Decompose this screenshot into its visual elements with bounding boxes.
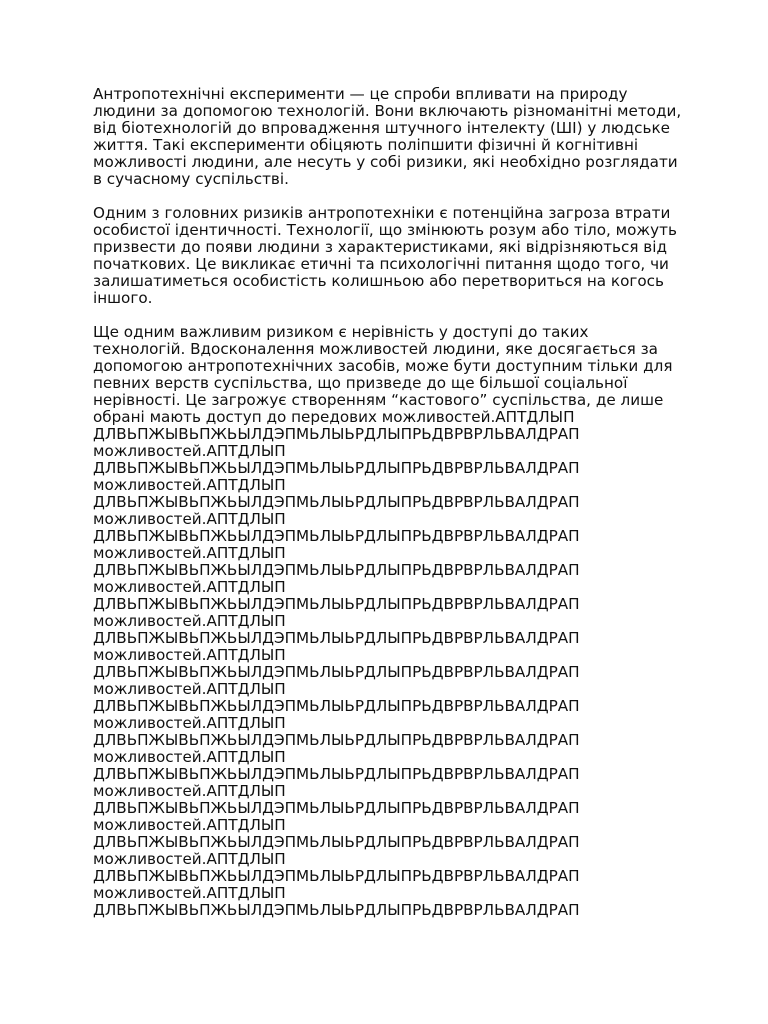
repeated-line: можливостей.АПТДЛЫП <box>93 850 286 868</box>
repeated-line: можливостей.АПТДЛЫП <box>93 612 286 630</box>
repeated-line: можливостей.АПТДЛЫП <box>93 646 286 664</box>
paragraph-intro: Антропотехнічні експерименти — це спроби впливати на природу людини за допомогою технологій. Вони включають різноманітні методи, від біотехнологій до впровадження штучного інтелекту (ШІ) у людське життя. Такі експерименти обіцяють поліпшити фізичні й когнітивні можливості людини, але несуть у собі ризики, які необхідно розглядати в сучасному суспільстві. <box>93 85 682 188</box>
repeated-line: ДЛВЬПЖЫВЬПЖЬЫЛДЭПМЬЛЫЬРДЛЫПРЬДВРВРЛЬВАЛДРАП <box>93 493 580 511</box>
repeated-line: можливостей.АПТДЛЫП <box>93 442 286 460</box>
repeated-line: можливостей.АПТДЛЫП <box>93 816 286 834</box>
repeated-line: ДЛВЬПЖЫВЬПЖЬЫЛДЭПМЬЛЫЬРДЛЫПРЬДВРВРЛЬВАЛДРАП <box>93 697 580 715</box>
repeated-line: можливостей.АПТДЛЫП <box>93 884 286 902</box>
repeated-line: ДЛВЬПЖЫВЬПЖЬЫЛДЭПМЬЛЫЬРДЛЫПРЬДВРВРЛЬВАЛДРАП <box>93 765 580 783</box>
repeated-line: можливостей.АПТДЛЫП <box>93 748 286 766</box>
document-page <box>93 86 683 919</box>
repeated-line: можливостей.АПТДЛЫП <box>93 578 286 596</box>
repeated-line: ДЛВЬПЖЫВЬПЖЬЫЛДЭПМЬЛЫЬРДЛЫПРЬДВРВРЛЬВАЛДРАП <box>93 459 580 477</box>
repeated-line: ДЛВЬПЖЫВЬПЖЬЫЛДЭПМЬЛЫЬРДЛЫПРЬДВРВРЛЬВАЛДРАП <box>93 799 580 817</box>
repeated-line: ДЛВЬПЖЫВЬПЖЬЫЛДЭПМЬЛЫЬРДЛЫПРЬДВРВРЛЬВАЛДРАП <box>93 561 580 579</box>
repeated-line: можливостей.АПТДЛЫП <box>93 680 286 698</box>
repeated-line: ДЛВЬПЖЫВЬПЖЬЫЛДЭПМЬЛЫЬРДЛЫПРЬДВРВРЛЬВАЛДРАП <box>93 867 580 885</box>
repeated-line: ДЛВЬПЖЫВЬПЖЬЫЛДЭПМЬЛЫЬРДЛЫПРЬДВРВРЛЬВАЛДРАП <box>93 833 580 851</box>
repeated-line: ДЛВЬПЖЫВЬПЖЬЫЛДЭПМЬЛЫЬРДЛЫПРЬДВРВРЛЬВАЛДРАП <box>93 901 580 919</box>
repeated-line: ДЛВЬПЖЫВЬПЖЬЫЛДЭПМЬЛЫЬРДЛЫПРЬДВРВРЛЬВАЛДРАП <box>93 527 580 545</box>
repeated-line: можливостей.АПТДЛЫП <box>93 476 286 494</box>
repeated-line: можливостей.АПТДЛЫП <box>93 544 286 562</box>
repeated-text-block <box>93 426 683 919</box>
repeated-line: можливостей.АПТДЛЫП <box>93 782 286 800</box>
repeated-line: можливостей.АПТДЛЫП <box>93 714 286 732</box>
repeated-line: ДЛВЬПЖЫВЬПЖЬЫЛДЭПМЬЛЫЬРДЛЫПРЬДВРВРЛЬВАЛДРАП <box>93 629 580 647</box>
repeated-line: ДЛВЬПЖЫВЬПЖЬЫЛДЭПМЬЛЫЬРДЛЫПРЬДВРВРЛЬВАЛДРАП <box>93 731 580 749</box>
repeated-line: ДЛВЬПЖЫВЬПЖЬЫЛДЭПМЬЛЫЬРДЛЫПРЬДВРВРЛЬВАЛДРАП <box>93 663 580 681</box>
repeated-line: ДЛВЬПЖЫВЬПЖЬЫЛДЭПМЬЛЫЬРДЛЫПРЬДВРВРЛЬВАЛДРАП <box>93 595 580 613</box>
paragraph-inequality-risk: Ще одним важливим ризиком є нерівність у доступі до таких технологій. Вдосконалення можливостей людини, яке досягається за допомогою антропотехнічних засобів, може бути доступним тільки для певних верств суспільства, що призведе до ще більшої соціальної нерівності. Це загрожує створенням “кастового” суспільства, де лише обрані мають доступ до передових можливостей.АПТДЛЫП <box>93 323 673 426</box>
repeated-line: ДЛВЬПЖЫВЬПЖЬЫЛДЭПМЬЛЫЬРДЛЫПРЬДВРВРЛЬВАЛДРАП <box>93 425 580 443</box>
paragraph-identity-risk: Одним з головних ризиків антропотехніки є потенційна загроза втрати особистої ідентичності. Технології, що змінюють розум або тіло, можуть призвести до появи людини з характеристиками, які відрізняються від початкових. Це викликає етичні та психологічні питання щодо того, чи залишатиметься особистість колишньою або перетвориться на когось іншого. <box>93 204 677 307</box>
repeated-line: можливостей.АПТДЛЫП <box>93 510 286 528</box>
